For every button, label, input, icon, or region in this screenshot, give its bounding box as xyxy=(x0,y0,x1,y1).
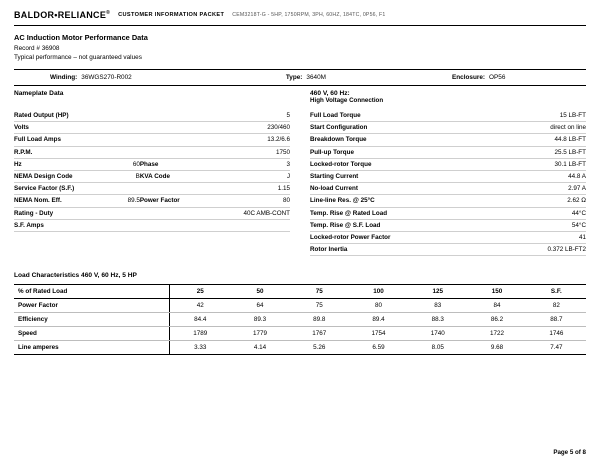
spec-mid-label xyxy=(140,219,209,231)
winding-field xyxy=(14,74,286,81)
type-label: Type: xyxy=(285,74,303,81)
spec-mid-label xyxy=(140,122,209,134)
spec-key: Rating - Duty xyxy=(14,207,119,219)
spec-key: Full Load Amps xyxy=(14,134,119,146)
column-header-label: % of Rated Load xyxy=(14,285,170,299)
connection-column xyxy=(300,86,586,256)
table-cell: 89.4 xyxy=(349,313,408,327)
spec-key: Temp. Rise @ Rated Load xyxy=(310,207,497,219)
table-cell: 83 xyxy=(408,299,467,313)
spec-mid-value: 89.5 xyxy=(119,195,140,207)
table-row xyxy=(310,146,586,158)
spec-value: 5 xyxy=(209,110,290,122)
nameplate-section-title xyxy=(14,86,290,110)
spec-key: Rotor Inertia xyxy=(310,244,497,256)
table-row xyxy=(310,207,586,219)
spec-mid-value xyxy=(119,207,140,219)
specifications-area xyxy=(14,86,586,256)
spec-mid-label xyxy=(140,134,209,146)
enclosure-label: Enclosure: xyxy=(452,74,486,81)
spec-key: Temp. Rise @ S.F. Load xyxy=(310,219,497,231)
spec-mid-value xyxy=(119,183,140,195)
table-cell: 1722 xyxy=(467,327,526,341)
table-row xyxy=(310,183,586,195)
table-row xyxy=(310,134,586,146)
connection-title-text: 460 V, 60 Hz: xyxy=(310,90,350,97)
page-title: AC Induction Motor Performance Data xyxy=(14,33,148,42)
spec-value: 54°C xyxy=(497,219,586,231)
connection-section-title xyxy=(310,86,586,110)
table-cell: 8.05 xyxy=(408,341,467,355)
enclosure-field xyxy=(452,74,586,81)
table-row xyxy=(14,158,290,170)
spec-mid-value: B xyxy=(119,170,140,182)
spec-value: 15 LB-FT xyxy=(497,110,586,122)
table-row xyxy=(14,146,290,158)
column-header: 75 xyxy=(290,285,349,299)
spec-key: Locked-rotor Power Factor xyxy=(310,231,497,243)
spec-key: Service Factor (S.F.) xyxy=(14,183,119,195)
spec-mid-value xyxy=(119,122,140,134)
brand-reliance: RELIANCE xyxy=(57,10,107,20)
winding-value: 36WGS270-R002 xyxy=(81,74,132,81)
table-row xyxy=(310,231,586,243)
table-cell: 4.14 xyxy=(230,341,289,355)
spec-value: 0.372 LB-FT2 xyxy=(497,244,586,256)
table-header-row xyxy=(14,285,586,299)
brand-baldor: BALDOR xyxy=(14,10,55,20)
table-row xyxy=(14,327,586,341)
table-row xyxy=(310,110,586,122)
table-cell: 1779 xyxy=(230,327,289,341)
registered-mark: ® xyxy=(106,10,111,16)
spec-key: Rated Output (HP) xyxy=(14,110,119,122)
table-cell: 7.47 xyxy=(527,341,586,355)
table-cell: 1754 xyxy=(349,327,408,341)
model-description: CEM3218T-G - 5HP, 1750RPM, 3PH, 60HZ, 184TC, 0P56, F1 xyxy=(232,12,386,18)
table-row xyxy=(310,244,586,256)
page-header xyxy=(14,10,586,25)
spec-mid-value xyxy=(119,134,140,146)
spec-mid-label xyxy=(140,207,209,219)
table-cell: 42 xyxy=(170,299,231,313)
table-cell: 84 xyxy=(467,299,526,313)
table-row xyxy=(14,110,290,122)
type-field xyxy=(286,74,452,81)
header-divider xyxy=(14,25,586,26)
spec-key: S.F. Amps xyxy=(14,219,119,231)
spec-mid-label: Power Factor xyxy=(140,195,209,207)
table-cell: 3.33 xyxy=(170,341,231,355)
spec-value: 41 xyxy=(497,231,586,243)
spec-mid-label: Phase xyxy=(140,158,209,170)
spec-key: Starting Current xyxy=(310,170,497,182)
table-row xyxy=(14,313,586,327)
spec-key: NEMA Design Code xyxy=(14,170,119,182)
spec-value: 80 xyxy=(209,195,290,207)
connection-table xyxy=(310,110,586,256)
spec-value: direct on line xyxy=(497,122,586,134)
table-cell: 82 xyxy=(527,299,586,313)
spec-mid-value xyxy=(119,110,140,122)
spec-key: Pull-up Torque xyxy=(310,146,497,158)
table-row xyxy=(14,195,290,207)
table-cell: 80 xyxy=(349,299,408,313)
spec-mid-label xyxy=(140,183,209,195)
spec-value xyxy=(209,219,290,231)
table-cell: 1746 xyxy=(527,327,586,341)
table-row xyxy=(14,122,290,134)
load-table-body xyxy=(14,299,586,355)
table-cell: 88.3 xyxy=(408,313,467,327)
enclosure-value: OP56 xyxy=(489,74,506,81)
column-header: 50 xyxy=(230,285,289,299)
type-value: 3640M xyxy=(306,74,326,81)
spec-mid-value xyxy=(119,219,140,231)
table-cell: 89.8 xyxy=(290,313,349,327)
column-header: 25 xyxy=(170,285,231,299)
connection-subtitle-text: High Voltage Connection xyxy=(310,97,384,104)
spec-key: R.P.M. xyxy=(14,146,119,158)
row-label: Efficiency xyxy=(14,313,170,327)
spec-value: 44.8 A xyxy=(497,170,586,182)
table-cell: 6.59 xyxy=(349,341,408,355)
table-cell: 1789 xyxy=(170,327,231,341)
spec-value: 13.2/6.6 xyxy=(209,134,290,146)
table-row xyxy=(310,122,586,134)
row-label: Power Factor xyxy=(14,299,170,313)
load-table-head xyxy=(14,285,586,299)
spec-key: Full Load Torque xyxy=(310,110,497,122)
spec-mid-label xyxy=(140,146,209,158)
brand-logo xyxy=(14,10,110,20)
spec-key: Locked-rotor Torque xyxy=(310,158,497,170)
spec-key: Breakdown Torque xyxy=(310,134,497,146)
spec-mid-label xyxy=(140,110,209,122)
table-cell: 88.7 xyxy=(527,313,586,327)
table-cell: 9.68 xyxy=(467,341,526,355)
table-row xyxy=(14,170,290,182)
table-row xyxy=(14,183,290,195)
table-row xyxy=(310,219,586,231)
spec-value: 40C AMB-CONT xyxy=(209,207,290,219)
spec-mid-value xyxy=(119,146,140,158)
table-cell: 64 xyxy=(230,299,289,313)
spec-key: No-load Current xyxy=(310,183,497,195)
spec-value: 30.1 LB-FT xyxy=(497,158,586,170)
column-header: 100 xyxy=(349,285,408,299)
spec-key: Volts xyxy=(14,122,119,134)
table-row xyxy=(310,170,586,182)
packet-title: CUSTOMER INFORMATION PACKET xyxy=(118,12,225,18)
winding-label: Winding: xyxy=(50,74,78,81)
performance-note: Typical performance – not guaranteed values xyxy=(14,54,142,61)
page-footer: Page 5 of 8 xyxy=(553,449,586,456)
row-label: Line amperes xyxy=(14,341,170,355)
spec-value: 1.15 xyxy=(209,183,290,195)
table-cell: 1767 xyxy=(290,327,349,341)
spec-value: J xyxy=(209,170,290,182)
table-cell: 1740 xyxy=(408,327,467,341)
table-row xyxy=(14,207,290,219)
spec-value: 1750 xyxy=(209,146,290,158)
spec-value: 3 xyxy=(209,158,290,170)
table-row xyxy=(14,219,290,231)
nameplate-column xyxy=(14,86,300,256)
table-row xyxy=(310,195,586,207)
table-cell: 75 xyxy=(290,299,349,313)
brand-separator: • xyxy=(54,10,58,20)
spec-key: Hz xyxy=(14,158,119,170)
column-header: 150 xyxy=(467,285,526,299)
spec-value: 25.5 LB-FT xyxy=(497,146,586,158)
record-number: Record # 36908 xyxy=(14,45,60,52)
table-row xyxy=(310,158,586,170)
load-characteristics-table xyxy=(14,284,586,355)
table-cell: 5.26 xyxy=(290,341,349,355)
spec-key: NEMA Nom. Eff. xyxy=(14,195,119,207)
spec-value: 230/460 xyxy=(209,122,290,134)
spec-key: Start Configuration xyxy=(310,122,497,134)
column-header: S.F. xyxy=(527,285,586,299)
winding-row xyxy=(14,70,586,85)
spec-value: 2.97 A xyxy=(497,183,586,195)
spec-mid-value: 60 xyxy=(119,158,140,170)
spec-value: 44.8 LB-FT xyxy=(497,134,586,146)
table-cell: 84.4 xyxy=(170,313,231,327)
nameplate-title-text: Nameplate Data xyxy=(14,90,64,97)
table-cell: 89.3 xyxy=(230,313,289,327)
spec-value: 44°C xyxy=(497,207,586,219)
table-cell: 86.2 xyxy=(467,313,526,327)
table-row xyxy=(14,134,290,146)
column-header: 125 xyxy=(408,285,467,299)
table-row xyxy=(14,299,586,313)
table-row xyxy=(14,341,586,355)
spec-value: 2.62 Ω xyxy=(497,195,586,207)
nameplate-table xyxy=(14,110,290,232)
load-characteristics-title: Load Characteristics 460 V, 60 Hz, 5 HP xyxy=(14,272,137,280)
row-label: Speed xyxy=(14,327,170,341)
spec-key: Line-line Res. @ 25°C xyxy=(310,195,497,207)
spec-mid-label: KVA Code xyxy=(140,170,209,182)
